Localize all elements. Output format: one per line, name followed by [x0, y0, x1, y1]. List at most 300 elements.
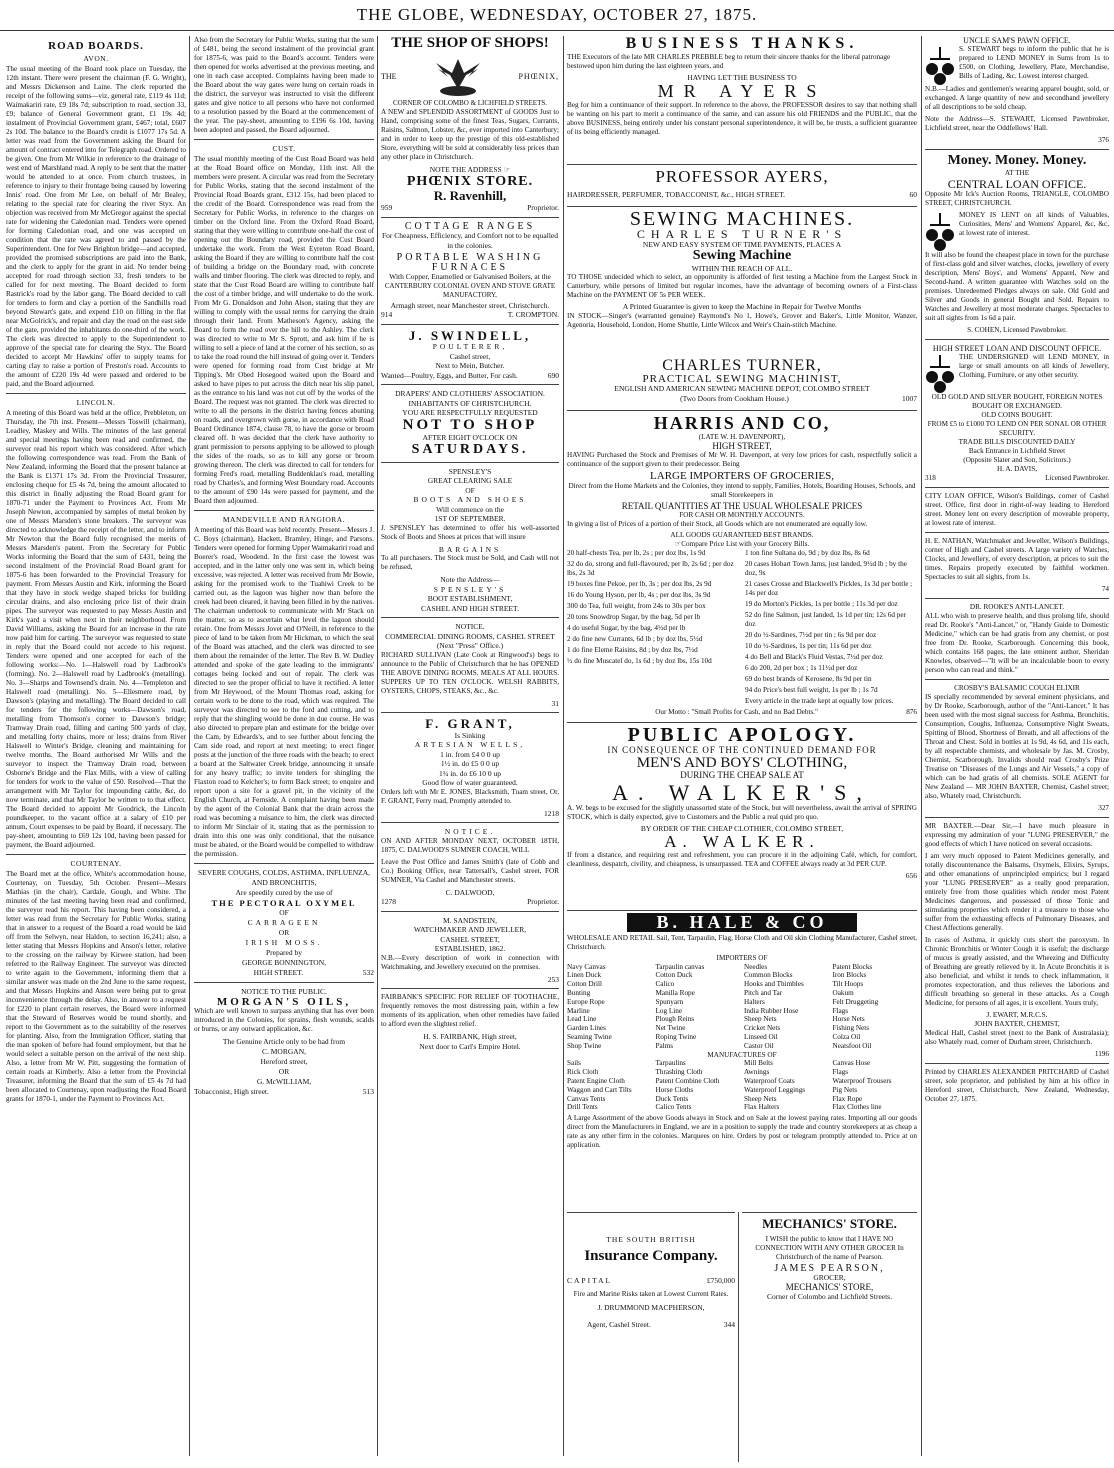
- list-item: Canvas Tents: [567, 1094, 606, 1103]
- ad-line: OR: [278, 1067, 290, 1076]
- list-column: [656, 1059, 741, 1112]
- ad-body: THE UNDERSIGNED will LEND MONEY, in large or small amounts on all kinds of Jewellery, Clothing, Furniture, or any other security.: [959, 353, 1109, 380]
- list-column: [744, 963, 829, 1051]
- ad-pectoral-oxymel: [194, 868, 374, 978]
- divider: [381, 822, 559, 823]
- section-title: ROAD BOARDS.: [48, 40, 144, 52]
- list-item: Castor Oil: [744, 1041, 774, 1050]
- ad-body: CITY LOAN OFFICE, Wilson's Buildings, corner of Cashel street. Office, first door in right-of-way leading to Hereford street. Money lent on every description of moveable property, at lowest rate of interest.: [925, 492, 1109, 528]
- ad-body: ALL who wish to preserve health, and thus prolong life, should read Dr. Rooke's "Anti-Lancet," or, "Handy Guide to Domestic Medicine," which can be had gratis from any chemist, or post free from Dr. Rooke, Scarborough. Concerning this book, which contains 168 pages, the late eminent author, Sheridan Knowles, observed—"It will be an incalculable boon to every person who can read and think.": [925, 612, 1109, 675]
- list-item: Waterproof Leggings: [744, 1085, 806, 1094]
- ad-line: BOOT ESTABLISHMENT,: [427, 594, 513, 604]
- ad-line: FROM £5 to £1000 TO LEND ON PER SONAL OR OTHER SECURITY.: [927, 420, 1107, 438]
- ad-body: Beg for him a continuance of their support. In reference to the above, the PROFESSOR desires to say that nothing shall be wanting on his part to merit a continuance of the same, and can assure his old FRIENDS and the PUBLIC, that the above BUSINESS, being entirely under his constant personal superintendence, it will be, he trusts, a sufficient guarantee of its being efficiently managed.: [567, 101, 917, 137]
- ad-line: NOTICE.: [455, 622, 485, 632]
- ad-body: If from a distance, and requiring rest and refreshment, you can procure it in the adjoining Café, which, for comfort, cleanliness, despatch, civility, and cheapness, is unsurpassed. TEA and COFFEE always ready at 3d PER CUP.: [567, 851, 917, 869]
- divider: [925, 1063, 1109, 1064]
- section-heading: LINCOLN.: [76, 398, 116, 407]
- list-item: Garden Lines: [567, 1024, 606, 1033]
- ad-title: Sewing Machine: [692, 248, 792, 263]
- ad-line: GROCER,: [813, 1273, 846, 1283]
- ad-line: CASHEL AND HIGH STREET.: [421, 603, 519, 613]
- list-item: Shop Twine: [567, 1041, 602, 1050]
- ad-line: JOHN BAXTER, CHEMIST,: [974, 1020, 1060, 1029]
- ad-line: ESTABLISHED, 1862.: [434, 944, 506, 954]
- divider: [381, 712, 559, 713]
- ad-line: 1 in. from £4 0 0 up: [440, 749, 500, 759]
- ad-line: For Cheapness, Efficiency, and Comfort not to be equalled in the colonies.: [382, 231, 558, 250]
- ad-heading: UNCLE SAM'S PAWN OFFICE.: [963, 36, 1071, 45]
- pawnbroker-balls-icon: [925, 353, 955, 393]
- ad-line: BY ORDER OF THE CHEAP CLOTHIER, COLOMBO STREET,: [640, 823, 844, 833]
- ad-line: Proprietor.: [527, 203, 559, 213]
- ad-number: 60: [909, 189, 917, 199]
- column-rule: [738, 1212, 739, 1462]
- ad-line: Prepared by: [265, 948, 303, 957]
- ad-line: BARGAINS: [438, 544, 502, 554]
- ad-heading: HIGH STREET LOAN AND DISCOUNT OFFICE.: [932, 344, 1102, 354]
- ad-line: NEW AND EASY SYSTEM OF TIME PAYMENTS, PLACES A: [642, 239, 842, 249]
- column-five: [925, 36, 1109, 1456]
- ad-body: ON AND AFTER MONDAY NEXT, OCTOBER 18TH, 1875, C. DALWOOD'S SUMNER COACH, WILL: [381, 836, 559, 854]
- article-paragraph: The usual meeting of the Board took place on Tuesday, the 12th instant. There were present the chairman (F. G. Wright), and Messrs Dickenson and Laine. The clerk reported the receipt of the following sums—viz, general rate, £119 4s 11d; Waimakariri rate, £9 18s 7d; subscription to road, section 33, £9; balance of General Government grant, £1 19s 4d; instalment of Provincial Government grant, £467; total, £607 2s 10d. The balance to the Board's credit is £1077 17s 5d. A letter was read from the Government asking the Board for amount of contract entered into for Telegraph road. Ordered to be given. One from Mr Wilkie in reference to the drainage of west end of Marshland road. A reply to be sent that the matter would be attended to at once. From church trustees, in reference to injury to their frontage being caused by lowering Innis' road. One from Mr Lee, on behalf of Mr Bealey, relating to the special rate for clearing the river Styx. An objection was received from Mr McGregor against the special rate for widening the Caledonian road. Tenders were opened for forming Caledonian road, and one was accepted on condition that the rate was agreed to and passed by the Superintendent. One for New Brighton bridge—and accepted, provided the promised subscriptions are paid into the Bank, and the clerk to apply for the grant in aid. No tender being accepted for road through section 33, fresh tenders to be called for for next meeting. The Board decided to form Rastrick's road by the labor gang. The Board decided to call for tenders to form and clay a portion of the Sandhills road beyond Stewart's gate, and expend £10 on filling in the flat near McGolrick's, and repair and clay the road on the east side of the gate, provided the inhabitants do one-third of the work. The clerk was directed to apply to the Superintendent to approve of the special rate for clearing the Styx. The Board decided to accept Mr Hawkins' offer to supply teams for carting clay to raise a portion of Preston's road. Accounts to the amount of £220 19s 4d were passed and ordered to be paid, and the Board adjourned.: [6, 65, 186, 388]
- ad-body: RICHARD SULLIVAN (Late Cook at Ringwood's) begs to announce to the Public of Christchurch that he has OPENED THE ABOVE DINING ROOMS. MEALS AT ALL HOURS. SUPPERS UP TO TEN O'CLOCK. WELSH RABBITS, OYSTERS, CHOPS, STEAKS, &c., &c.: [381, 650, 559, 695]
- ad-body: N.B.—Every description of work in connection with Watchmaking, and Jewellery executed on the premises.: [381, 953, 559, 971]
- ad-body: A Large Assortment of the above Goods always in Stock and on Sale at the lowest paying rates. Importing all our goods direct from the Manufacturers in England, we are in a position to supply the trade and country storekeepers at as cheap a rate as any other firm in the colonies. Marquees on hire. Orders by post or telegram promptly attended to. Price at on application.: [567, 1114, 917, 1150]
- ad-line: INHABITANTS OF CHRISTCHURCH.: [408, 398, 532, 408]
- list-item: Bunting: [567, 989, 591, 998]
- ad-number: 31: [551, 698, 559, 708]
- section-heading: COURTENAY.: [70, 859, 122, 868]
- divider: [925, 532, 1109, 533]
- divider: [194, 510, 374, 511]
- ad-line: OF: [279, 908, 289, 917]
- divider: [194, 982, 374, 983]
- ad-body: S. STEWART begs to inform the public that he is prepared to LEND MONEY in Sums from 1s to £500, on Clothing, Jewellery, Plate, Merchandise, Bills of Lading, &c. Lowest interest charged.: [959, 45, 1109, 80]
- ad-number: 344: [723, 1320, 735, 1330]
- ad-line: S. COHEN, Licensed Pawnbroker.: [967, 326, 1067, 335]
- ad-body: In giving a list of Prices of a portion of their Stock, all Goods which are not enumerated are equally low.: [567, 520, 868, 529]
- article-paragraph: The usual monthly meeting of the Cust Road Board was held at the Road Board office on Monday, 11th inst. All the members were present. A circular was read from the Secretary for Public Works, stating that the second instalment of the Provincial Road Boards grant, £312 15s, had been placed to the credit of the Board. Correspondence was read from the Secretary for Public Works, in reference to the charges on timber on the Oxford line. From the Oxford Road Board, stating that they were willing to contribute one-half the cost of opening out the Boundary road, provided the Cust Board undertake the work. From the West Eyreton Road Board, asking the Board if they are willing to contribute half the cost of building a bridge on the Boundary road, with concrete walls and timber flooring. The clerk was directed to reply, and state that the Cust Road Board are willing to contribute half the cost of a timber bridge, and will undertake to do the work. From Mr G. Donaldson and John Alson, stating that they are willing to comply with the usual terms for carrying the drain through their land. From Matheson's Agency, asking the Board to form the road over the hill to the Ashley. The clerk was directed to write to Mr S. Sprott, and ask him if he is willing to sell a piece of land at the corner of his section, so as to take the road round the hill instead of going over it. Tenders were opened for forming road from Cust bridge at Mr Tipping's. Mr Obed Hosegood waited upon the Board and asked to have pipes to put across the ditch near his slip panel, as the entrance to his land was not cut off by the works of the Board. The request was not granted. The clerk was directed to write to all the persons in the district having fences abutting on roads, and overgrown with gorse, in accordance with Road Board Ordinance 1874, clause 78, to have the gorse or broom cleared off. It was decided that the clerk have authority to grant permission to persons applying to be allowed to plough the sides of the roads, so as to kill any gorse or broom growing thereon. The clerk was directed to call for tenders for forming Fred's road, metalling Buddenklau's road, metalling road by Charles's, and forming West Boundary road. Accounts to the amount of £90 14s were passed for payment, and the Board then adjourned.: [194, 155, 374, 505]
- ad-mechanics-store: [742, 1212, 917, 1463]
- list-item: 69 do best brands of Kerosene, 8s 9d per tin: [745, 675, 872, 684]
- list-item: Linseed Oil: [744, 1033, 778, 1042]
- ad-heading: DR. ROOKE'S ANTI-LANCET.: [969, 603, 1065, 612]
- ad-line: £750,000: [706, 1276, 735, 1286]
- list-item: 300 do Tea, full weight, from 24s to 30s per box: [567, 602, 706, 611]
- ad-number: 327: [1098, 804, 1109, 813]
- ad-body: Medical Hall, Cashel street (next to the Bank of Australasia); also Whately road, corner of Durham street, Christchurch.: [925, 1029, 1109, 1047]
- ad-title: A. WALKER.: [664, 832, 820, 852]
- ad-line: CARRAGEEN: [247, 918, 321, 927]
- ad-line: Note the Address—: [440, 575, 500, 585]
- ad-line: Wanted—Poultry, Eggs, and Butter, For cash.: [381, 370, 518, 380]
- ad-title: MORGAN'S OILS,: [216, 996, 352, 1008]
- list-item: Plough Reins: [655, 1015, 695, 1024]
- column-two: [194, 36, 374, 1456]
- ad-line: IMPORTERS OF: [716, 953, 768, 962]
- ad-title: THE SHOP OF SHOPS!: [391, 36, 549, 51]
- divider: [381, 462, 559, 463]
- ad-body: MR BAXTER.—Dear Sir,—I have much pleasure in expressing my admiration of your "LUNG PRESERVER," the good effects of which I have noticed on several occasions.: [925, 822, 1109, 849]
- ad-line: Good flow of water guaranteed.: [422, 778, 518, 788]
- ad-line: C. DALWOOD,: [445, 887, 495, 897]
- ad-b-hale-and-co: [567, 910, 917, 1211]
- ad-body: Which are well known to surpass anything that has ever been introduced in the Colonies, for sprains, flesh wounds, scalds or burns, or any outward application, &c.: [194, 1007, 374, 1033]
- price-list: [567, 549, 917, 708]
- ad-line: Next to Mein, Butcher.: [435, 361, 505, 371]
- ad-line: Hereford street,: [260, 1057, 308, 1066]
- ad-line: MANUFACTURES OF: [707, 1050, 777, 1059]
- list-item: Palms: [655, 1041, 674, 1050]
- list-item: Every article in the trade kept at equally low prices.: [745, 697, 894, 706]
- ad-body: Note the Address—S. STEWART, Licensed Pawnbroker, Lichfield street, near the Oddfellows' Hall.: [925, 115, 1109, 132]
- ad-number: 656: [905, 871, 917, 881]
- ad-body: N.B.—Ladies and gentlemen's wearing apparel bought, sold, or exchanged. A large quantity of new and secondhand jewellery of all descriptions to be sold cheap.: [925, 85, 1109, 111]
- ad-body: Orders left with Mr E. JONES, Blacksmith, Tuam street, Or, F. GRANT, Ferry road, Promptly attended to.: [381, 787, 559, 805]
- manufactures-list: [567, 1059, 917, 1112]
- ad-heading: NOTICE TO THE PUBLIC.: [241, 987, 327, 996]
- ad-title: PROFESSOR AYERS,: [655, 167, 829, 186]
- ad-title: BUSINESS THANKS.: [625, 36, 859, 52]
- ad-body: A. W. begs to be excused for the slightly unassorted state of the Stock, but will nevertheless, await the arrival of SPRING STOCK, which is daily expected, give to Customers and the Public a real quid pro quo.: [567, 803, 917, 821]
- ad-line: HAIRDRESSER, PERFUMER, TOBACCONIST, &c., HIGH STREET.: [567, 189, 786, 199]
- ad-line: Back Entrance in Lichfield Street: [968, 447, 1066, 456]
- ad-line: Cashel street,: [449, 351, 491, 361]
- ad-line: THE SOUTH BRITISH: [606, 1235, 696, 1244]
- ad-line: H. A. DAVIS,: [996, 465, 1037, 474]
- divider: [381, 384, 559, 385]
- ad-number: 1007: [902, 393, 917, 403]
- list-item: Spunyarn: [655, 997, 684, 1006]
- ad-line: FOR CASH OR MONTHLY ACCOUNTS.: [679, 511, 805, 520]
- list-item: Duck Tents: [655, 1094, 689, 1103]
- ad-line: T. CROMPTON.: [507, 310, 559, 320]
- list-item: Tilt Hoops: [832, 980, 864, 989]
- column-rule: [377, 36, 378, 1456]
- ad-number: 1278: [381, 897, 396, 907]
- ad-title: F. GRANT,: [425, 716, 515, 732]
- list-column: [567, 1059, 652, 1112]
- ad-number: 253: [547, 974, 559, 984]
- list-column: [656, 963, 741, 1051]
- masthead: THE GLOBE, WEDNESDAY, OCTOBER 27, 1875.: [0, 0, 1114, 31]
- divider: [381, 617, 559, 618]
- ad-line: Are speedily cured by the use of: [235, 888, 333, 897]
- ad-number: 1196: [1094, 1050, 1109, 1059]
- ad-line: BOOTS AND SHOES: [413, 495, 527, 505]
- ad-line: NOTE THE ADDRESS ☞: [429, 165, 511, 175]
- ad-title: CHARLES TURNER,: [662, 358, 822, 374]
- price-list-left: [567, 549, 739, 708]
- ad-line: POULTERER,: [432, 342, 508, 352]
- list-item: Oakum: [832, 989, 854, 998]
- list-item: Patent Blocks: [832, 962, 873, 971]
- column-rule: [563, 36, 564, 1456]
- ad-line: NOTICE.: [444, 827, 496, 837]
- list-item: Manilla Rope: [655, 989, 695, 998]
- list-item: Hooks and Thimbles: [744, 980, 804, 989]
- list-item: 20 tons Snowdrop Sugar, by the bag, 5d per lb: [567, 613, 701, 622]
- ad-line: ALL GOODS GUARANTEED BEST BRANDS.: [670, 531, 814, 540]
- ad-number: 74: [1101, 585, 1109, 594]
- list-item: Flax Rope: [832, 1094, 863, 1103]
- list-item: Felt Druggeting: [832, 997, 879, 1006]
- ad-title: A. WALKER'S,: [612, 779, 872, 805]
- list-item: Needles: [744, 962, 768, 971]
- ad-line: Corner of Colombo and Lichfield Streets.: [767, 1292, 892, 1302]
- list-item: 52 do fine Salmon, just landed, 1s 1d per tin; 12s 6d per doz: [745, 611, 906, 629]
- list-item: Colza Oil: [832, 1033, 861, 1042]
- list-item: Patent Engine Cloth: [567, 1077, 625, 1086]
- ad-line: SPENSLEY'S: [433, 584, 507, 594]
- ad-line: THE: [381, 72, 397, 81]
- ad-line: IN CONSEQUENCE OF THE CONTINUED DEMAND FOR: [607, 745, 877, 755]
- ad-line: ☞Compare Price List with your Grocery Bills.: [674, 540, 810, 549]
- list-item: 19 do Morton's Pickles, 1s per bottle ; 11s 3d per doz: [745, 600, 898, 609]
- ad-line: (Opposite Slater and Son, Solicitors.): [963, 456, 1071, 465]
- phoenix-emblem-icon: [428, 55, 488, 99]
- column-three-ads: [381, 36, 559, 1456]
- ad-body: J. SPENSLEY has determined to offer his well-assorted Stock of Boots and Shoes at prices that will insure: [381, 523, 559, 541]
- ad-line: CASHEL STREET,: [440, 934, 500, 944]
- list-item: Calico Tents: [655, 1103, 692, 1112]
- ad-title: PORTABLE WASHING FURNACES: [396, 252, 544, 273]
- list-item: Lead Line: [567, 1015, 597, 1024]
- list-item: Halters: [744, 997, 765, 1006]
- list-item: Flax Clothes line: [832, 1103, 882, 1112]
- divider: [925, 679, 1109, 680]
- list-item: 6 do 200, 2d per box ; 1s 11½d per doz: [745, 664, 858, 673]
- ad-line: ENGLISH AND AMERICAN SEWING MACHINE DEPOT, COLOMBO STREET: [614, 384, 870, 394]
- ad-body: Opposite Mr Ick's Auction Rooms, TRIANGLE, COLOMBO STREET, CHRISTCHURCH.: [925, 190, 1109, 208]
- ad-line: Next door to Carl's Empire Hotel.: [419, 1041, 521, 1051]
- list-item: Cricket Nets: [744, 1024, 781, 1033]
- ad-line: COMMERCIAL DINING ROOMS, CASHEL STREET: [385, 631, 555, 641]
- list-item: ½ do fine Muscatel do, 1s 6d ; by doz lbs, 15s 10d: [567, 657, 712, 666]
- list-item: 20 half-chests Tea, per lb, 2s ; per doz lbs, 1s 9d: [567, 549, 706, 558]
- ad-title: SATURDAYS.: [411, 441, 529, 457]
- ad-line: Proprietor.: [527, 897, 559, 907]
- ad-line: IRISH MOSS.: [245, 938, 323, 947]
- ad-body: MONEY IS LENT on all kinds of Valuables, Curiosities, Mens' and Womens' Apparel, &c, &c, at lowest rate of interest.: [959, 211, 1109, 238]
- list-item: Navy Canvas: [567, 962, 606, 971]
- list-column: [567, 963, 652, 1051]
- list-item: Horse Cloths: [655, 1085, 694, 1094]
- ad-body: Fire and Marine Risks taken at Lowest Current Rates.: [573, 1289, 729, 1298]
- ad-line: 1½ in. do £5 0 0 up: [440, 759, 500, 769]
- divider: [381, 217, 559, 218]
- list-item: Seaming Twine: [567, 1033, 612, 1042]
- ad-line: Will commence on the: [436, 504, 504, 514]
- ad-line: Is Sinking: [454, 730, 486, 740]
- ad-line: DRAPERS' AND CLOTHIERS' ASSOCIATION.: [395, 389, 545, 399]
- ad-body: IN STOCK—Singer's (warranted genuine) Raymond's No 1, Howe's, Grover and Baker's, Little Monitor, Wanzer, Agenoria, Household, London, Home Shuttle, Little Wilcox and Weir's Chain-stitch Machine.: [567, 311, 917, 329]
- list-item: Net Twine: [655, 1024, 686, 1033]
- divider: [381, 324, 559, 325]
- ad-title: NOT TO SHOP: [402, 416, 538, 433]
- list-item: Marline: [567, 1006, 590, 1015]
- ad-line: C. MORGAN,: [262, 1047, 306, 1056]
- ad-line: (LATE W. H. DAVENPORT),: [698, 432, 786, 441]
- ad-line: M. SANDSTEIN,: [443, 915, 497, 925]
- ad-line: J. DRUMMOND MACPHERSON,: [597, 1302, 705, 1312]
- ad-line: G. McWILLIAM,: [256, 1077, 312, 1086]
- ad-line: AFTER EIGHT O'CLOCK ON: [422, 433, 518, 443]
- ad-title: Insurance Company.: [584, 1247, 718, 1264]
- ad-line: H. S. FAIRBANK, High street,: [423, 1032, 517, 1042]
- list-item: Sheep Nets: [744, 1094, 777, 1103]
- divider: [194, 139, 374, 140]
- ad-line: CANTERBURY COLONIAL OVEN AND STOVE GRATE MANUFACTORY,: [384, 281, 556, 300]
- list-item: 4 do useful Sugar, by the bag, 4½d per lb: [567, 624, 686, 633]
- ad-line: OF: [465, 485, 475, 495]
- ad-heading: SEVERE COUGHS, COLDS, ASTHMA, INFLUENZA, AND BRONCHITIS,: [197, 868, 371, 887]
- ad-title: THE PECTORAL OXYMEL: [211, 898, 357, 908]
- ad-body: WHOLESALE AND RETAIL Sail, Tent, Tarpaulin, Flag, Horse Cloth and Oil skin Clothing Manufacturer, Cashel street, Christchurch.: [567, 933, 917, 951]
- list-item: Iron Blocks: [832, 971, 867, 980]
- article-paragraph: Also from the Secretary for Public Works, stating that the sum of £481, being the second instalment of the provincial grant for 1875-6, was paid to the Board's account. Tenders were then opened for works advertised at the previous meeting, and one in each case accepted. Complaints having been made to the Board about the way gates were hung on certain roads in the district, the surveyor was instructed to visit the different gates and give notice to all persons who have not conformed to a resolution passed by the Board at the commencement of the year. The pay-sheet, amounting to £196 6s 10d, having been adopted and passed, the Board adjourned.: [194, 36, 374, 134]
- list-item: Linen Duck: [567, 971, 602, 980]
- list-column: [833, 963, 918, 1051]
- importers-list: [567, 963, 917, 1051]
- ad-title: CENTRAL LOAN OFFICE.: [947, 176, 1087, 191]
- list-item: Neatsfoot Oil: [832, 1041, 872, 1050]
- ad-heading: CROSBY'S BALSAMIC COUGH ELIXIR: [954, 684, 1080, 693]
- pawnbroker-balls-icon: [925, 45, 955, 85]
- list-item: Flax Halters: [744, 1103, 780, 1112]
- ad-line: HAVING LET THE BUSINESS TO: [687, 72, 797, 82]
- article-paragraph: The Board met at the office, White's accommodation house, Courtenay, on Tuesday, 5th October. Present—Messrs Mathias (in the chair), Cardale, Gough, and White. The minutes of the last meeting having been read and confirmed, the surveyor read his report. This having been considered, a letter was read from the Secretary for Public Works, stating that in answer to a request of the Board a road would be laid off from the Selwyn, near Haldon, to section 16,241; also, a letter stating that Messrs Hopkins and Anson's letter, relative to the crossing on the railway by Kirwee station, had been referred to the Railway Engineer. The surveyor was directed to write again to the Government, informing them that a similar answer was made on the 2nd June to the same request, and that Messrs Hopkins and Anson were being put to great inconvenience through the delay. Also, in answer to a request for £220 to plant certain reserves, the Board were informed that the Steward of Reserves would be round shortly, and report to the Government as to the suitability of the reserves for planting. Also, from the Immigration Officer, stating that the man spoken of before had found employment, but that he would select a suitable person on the arrival of the next ship. Also, a letter from Mr W. Pitt, suggesting the formation of certain roads at Kimberly. Also a letter from the Provincial Treasurer, informing the Board that the sum of £5 4s 7d had been allocated to Courtenay, upon readjusting the Road Board grants for 1870-1, under the Payment to Provinces Act.: [6, 870, 186, 1103]
- divider: [381, 911, 559, 912]
- ad-body: I am very much opposed to Patent Medicines generally, and totally discountenance the Balsams, Oxymels, Elixirs, Syrups, and other emanations of unprincipled empirics; but I regard your "LUNG PRESERVER" as a really good preparation, entirely free from those qualities which render most Patent Medicines dangerous, and possessed of those Tonic and stimulating properties which render it a treasure to those who suffer from the exhausting effects of Pulmonary Diseases, and Chest Affections generally.: [925, 852, 1109, 933]
- ad-number: 959: [381, 203, 393, 213]
- divider: [925, 487, 1109, 488]
- list-item: 94 do Price's best full weight, 1s per lb ; 1s 7d: [745, 686, 878, 695]
- list-item: 19 boxes fine Pekoe, per lb, 3s ; per doz lbs, 2s 9d: [567, 580, 712, 589]
- ad-line: With Copper, Enamelled or Galvanised Boilers, at the: [389, 272, 551, 282]
- ad-south-british-insurance: [567, 1212, 735, 1463]
- ad-body: IS specially recommended by several eminent physicians, and by Dr Rooke, Scarborough, author of the "Anti-Lancet." It has been used with the most signal success for Asthma, Bronchitis, Consumption, Coughs, Influenza, Consumptive Night Sweats, Spitting of Blood, Shortness of Breath, and all affections of the Throat and Chest. Sold in bottles at 1s 9d, 4s 6d, and 11s each, by all respectable chemists, and wholesale by Jas. M. Crosby, Chemist, Scarborough. Invalids should read Crosby's Prize Treatise on "Diseases of the Lungs and Air Vessels," a copy of which can be had gratis of all chemists. SOLE AGENT for New Zealand — MR JOHN BAXTER, Chemist, Cashel street; also, Whately road, Christchurch.: [925, 693, 1109, 801]
- list-item: Waterproof Coats: [744, 1077, 795, 1086]
- divider: [6, 854, 186, 855]
- ad-body: Leave the Post Office and James Smith's (late of Cobb and Co.) Booking Office, near Tattersall's, Cashel street, FOR SUMNER, Via Cashel and Manchester streets.: [381, 857, 559, 884]
- list-item: Tarpaulins: [655, 1059, 686, 1068]
- ad-number: 318: [925, 474, 936, 483]
- ad-number: 513: [362, 1087, 374, 1096]
- section-heading: AVON.: [83, 54, 109, 63]
- list-item: 32 do do, strong and full-flavoured, per lb, 2s 6d ; per doz lbs, 2s 3d: [567, 560, 734, 578]
- list-item: Europe Rope: [567, 997, 605, 1006]
- ad-body: H. E. NATHAN, Watchmaker and Jeweller, Wilson's Buildings, corner of High and Cashel streets. A large variety of Watches, Clocks, and Jewellery, of every description, at prices to suit the times. Repairs properly executed by faithful workmen. Spectacles to suit all sights, from 1s.: [925, 537, 1109, 582]
- ad-professor-ayers: [567, 164, 917, 205]
- list-column: [833, 1059, 918, 1112]
- ad-line: Agent, Cashel Street.: [587, 1320, 651, 1330]
- list-item: 21 cases Crosse and Blackwell's Pickles, 1s 3d per bottle ; 14s per doz: [745, 580, 913, 598]
- ad-title: PHŒNIX STORE.: [406, 173, 534, 189]
- column-road-boards: [6, 36, 186, 1456]
- section-heading: MANDEVILLE AND RANGIORA.: [222, 515, 346, 524]
- ad-line: SPENSLEY'S: [448, 466, 492, 476]
- column-rule: [189, 36, 190, 1456]
- ad-line: HIGH STREET.: [253, 968, 304, 977]
- list-item: Awnings: [744, 1068, 770, 1077]
- ad-line: 1ST OF SEPTEMBER.: [434, 514, 506, 524]
- list-item: Sheep Nets: [744, 1015, 777, 1024]
- list-column: [744, 1059, 829, 1112]
- ad-line: YOU ARE RESPECTFULLY REQUESTED: [402, 408, 538, 418]
- ad-title: MECHANICS' STORE.: [762, 1216, 897, 1231]
- list-item: 20 do ½-Sardines, 7½d per tin ; 6s 9d per doz: [745, 631, 877, 640]
- ad-body: FAIRBANK'S SPECIFIC FOR RELIEF OF TOOTHACHE, frequently removes the most distressing pain, within a few moments of its application, when other remedies have failed to afford even the slightest relief.: [381, 993, 559, 1029]
- section-heading: CUST.: [272, 144, 296, 153]
- ad-harris-and-co: [567, 410, 917, 721]
- list-item: Common Blocks: [744, 971, 793, 980]
- ad-line: Our Motto : "Small Profits for Cash, and no Bad Debts.": [655, 708, 818, 717]
- ad-line: ARTESIAN WELLS,: [414, 740, 526, 750]
- ad-line: HIGH STREET,: [712, 440, 772, 451]
- column-rule: [921, 36, 922, 1456]
- list-item: Waggon and Cart Tilts: [567, 1085, 632, 1094]
- list-item: Waterproof Trousers: [832, 1077, 892, 1086]
- ad-body: A NEW and SPLENDID ASSORTMENT of GOODS Just to Hand, comprising some of the finest Teas, Sugars, Currants, Raisins, Salmon, Lobster, &c, ever imported into Canterbury; and in order to keep up the prestige of this old-established Store, everything will be sold at considerably less prices than any other place in Christchurch.: [381, 108, 559, 162]
- list-item: Drill Tents: [567, 1103, 598, 1112]
- list-item: 16 do Young Hyson, per lb, 4s ; per doz lbs, 3s 9d: [567, 591, 711, 600]
- list-item: 1 ton fine Sultana do, 9d ; by doz lbs, 8s 6d: [745, 549, 870, 558]
- ad-line: CHARLES TURNER'S: [636, 227, 848, 241]
- ad-line: J. EWART, M.R.C.S.: [986, 1011, 1048, 1020]
- ad-title: R. Ravenhill,: [433, 188, 507, 204]
- list-item: Pig Nets: [832, 1085, 858, 1094]
- ad-title: MR AYERS: [657, 81, 827, 102]
- ad-line: Licensed Pawnbroker.: [1045, 474, 1109, 483]
- ad-title: B. HALE & CO: [627, 913, 857, 932]
- list-item: 20 cases Hobart Town Jams, just landed, 9½d lb ; by the doz, 9s: [745, 560, 907, 578]
- divider: [925, 817, 1109, 818]
- ad-line: DURING THE CHEAP SALE AT: [680, 770, 804, 781]
- ad-number: 376: [1098, 136, 1109, 144]
- list-item: Thrashing Cloth: [655, 1068, 703, 1077]
- list-item: Roping Twine: [655, 1033, 697, 1042]
- ad-line: JAMES PEARSON,: [774, 1262, 885, 1274]
- list-item: Fishing Nets: [832, 1024, 870, 1033]
- divider: [925, 598, 1109, 599]
- ad-line: CAPITAL: [567, 1276, 613, 1286]
- list-item: Patent Combine Cloth: [655, 1077, 720, 1086]
- ad-line: A Printed Guarantee is given to keep the Machine in Repair for Twelve Months: [622, 302, 862, 312]
- list-item: Canvas Hose: [832, 1059, 871, 1068]
- article-paragraph: A meeting of this Board was held recently. Present—Messrs J. C. Boys (chairman), Hackett, Bramley, Hinge, and Parsons. Tenders were opened for forming Upper Waimakariri road and Boerer's road, Woodend. In the first case the lowest was accepted, and in the latter only one was sent in, which being excessive, was rejected. A letter was received from Mr Bowie, asking for the promised work to the Tuahiwi Creek to be carried out, as the lagoon was higher now than before the creek had been cleared, it having been filled in by the natives. The chairman undertook to communicate with Mr Stack on the matter, so as to ascertain what level the lagoon should retain. One from Messrs Jovet and O'Neill, in reference to the piece of land to be taken from Mr Hickman, to which the seal of the Board was attached, and the clerk was directed to see them about the remainder of the letter. The Rev B. W. Dudley attended and spoke of the gate leading to the immigrants' cottages being locked and out of repair. The clerk was directed to see the proper official to have it rectified. A letter from Mr Heywood, of the Mount Thomas road, asking for certain work to be done to the road, which was required. The surveyor was directed to see to the ford and cutting, and to reply that the shingling would be done in due course. He was also directed to prepare plan and estimate for the bridge over the Cam, by Edwards's, and to see further about fencing the Cam side road, and report at next meeting; to erect finger posts at the junction of the three roads with the beach; to erect a board at the Saltwater Creek bridge, announcing it unsafe for any heavy traffic; to invite tenders for shingling the Flaxton road to Kelcher's; to form Back street; to enquire and report upon a site for a gravel pit, in the vicinity of the English Church, at Fernside. A complaint having been made by the agent of the Colonial Bank that the drain across the road was becoming a nuisance to him, the clerk was directed to inform Mr Sinclair of it, stating that as the permission to drain into this one was only conditional, that the nuisance must be abated, or the Board would be compelled to withdraw the permission.: [194, 526, 374, 858]
- list-item: 1 do fine Eleme Raisins, 8d ; by doz lbs, 7½d: [567, 646, 698, 655]
- imprint: Printed by CHARLES ALEXANDER PRITCHARD of Cashel street, sole proprietor, and published by him at his office in Hereford street, Christchurch, New Zealand, Wednesday, October 27, 1875.: [925, 1068, 1109, 1104]
- ad-line: Armagh street, near Manchester street, Christchurch.: [390, 300, 550, 310]
- price-list-right: [745, 549, 917, 708]
- ad-line: MECHANICS' STORE,: [785, 1281, 874, 1292]
- ad-number: 1218: [544, 808, 559, 818]
- list-item: Calico: [655, 980, 675, 989]
- ad-body: TO THOSE undecided which to select, an opportunity is afforded of first testing a Machine from the Largest Stock in Canterbury, while persons of limited but regular incomes, have the advantage of becoming owners of a First-class Machine on the PAYMENT OF 5s PER WEEK.: [567, 273, 917, 300]
- list-item: India Rubber Hose: [744, 1006, 799, 1015]
- list-item: Horse Nets: [832, 1015, 865, 1024]
- article-paragraph: A meeting of this Board was held at the office, Prebbleton, on Thursday, the 7th inst. Present—Messrs Toswill (chairman), Leadley, Maskey and Wills. The minutes of the last general and special meetings having been read and confirmed, the surveyor read his report which was considered. After which the following correspondence was read. From the Bank of New Zealand, informing the Board that the present balance at the Bank is £1371 17s 3d. From the Provincial Treasurer, enclosing cheque for £5 4s 7d, being the amount allocated to this district in finally adjusting the Road Board grant for 1870-71 under the Payment to Provinces Act. From Mr Joseph Newton, accompanied by samples of metal broken by one of Messrs Marsden's stone breakers. The surveyor was directed to acknowledge the receipt of the letter, and to inform Mr Newton that the Board fully recognised the merits of Messrs Marsden's patent. From the Secretary for Public Works informing the Board that the sum of £431, being the second instalment of the Provincial Road Board grant for 1875-6 has been forwarded to the Provincial Treasury for payment. From Messrs Austin and Kirk, informing the Board that they have in stock wedge shaped bricks for building circular drains, and also enclosing price list of their drain pipes. The surveyor was requested to pay Messrs Austin and Kirk's yard a visit when next in their neighborhood. From David Williams, asking the Board for an increase in the rate now paid him for carting. The surveyor was requested to state in reply that the Board could not accede to his request. Tenders were opened and one accepted for each of the following works:—No. 1—Halswell road by Ladbrook's (forming). No. 2—Halswell road by Ladbrook's (metalling). No. 3—Sharps and Townsend's drain. No. 4—Templeton and Halswell road (metalling). No. 5—Ellesmere road, by Dawson's (playing and metalling). The Board decided to call for tenders for the following works—Dawson's road, metalling from Thomson's corner to Dawson's bridge; Tramway Drain road, filling and carting 500 yards of clay, and metalling forty chains, more or less; drains from River Halswell to Winter's Bridge, cleaning and maintaining for twelve months. The Board authorised Mr Wills and the surveyor to inspect the Tramway Drain road, between Osborne's Bridge and the Flax Mills, with a view of calling for tenders for work to the value of £50. Resolved—That the arrangement with Mr Taylor for impounding cattle, &c, do now terminate, and that Mr Taylor be written to to that effect. The Board decided to appoint Mr Goodrick, the Lincoln poundkeeper, to the vacant office at a salary of £10 per annum, Court expenses to be paid by Board, if necessary. The pay-sheet, amounting to £69 12s 10d, having been passed for payment, the Board adjourned.: [6, 409, 186, 849]
- list-item: Mill Belts: [744, 1059, 773, 1068]
- ad-number: 914: [381, 310, 393, 320]
- list-item: Pitch and Tar: [744, 989, 783, 998]
- ad-morgans-oils: [194, 987, 374, 1097]
- ad-title: MEN'S AND BOYS' CLOTHING,: [636, 754, 848, 771]
- ad-line: 1¾ in. do £6 10 0 up: [438, 768, 502, 778]
- ad-line: OLD GOLD AND SILVER BOUGHT, FOREIGN NOTES BOUGHT OR EXCHANGED.: [931, 393, 1103, 411]
